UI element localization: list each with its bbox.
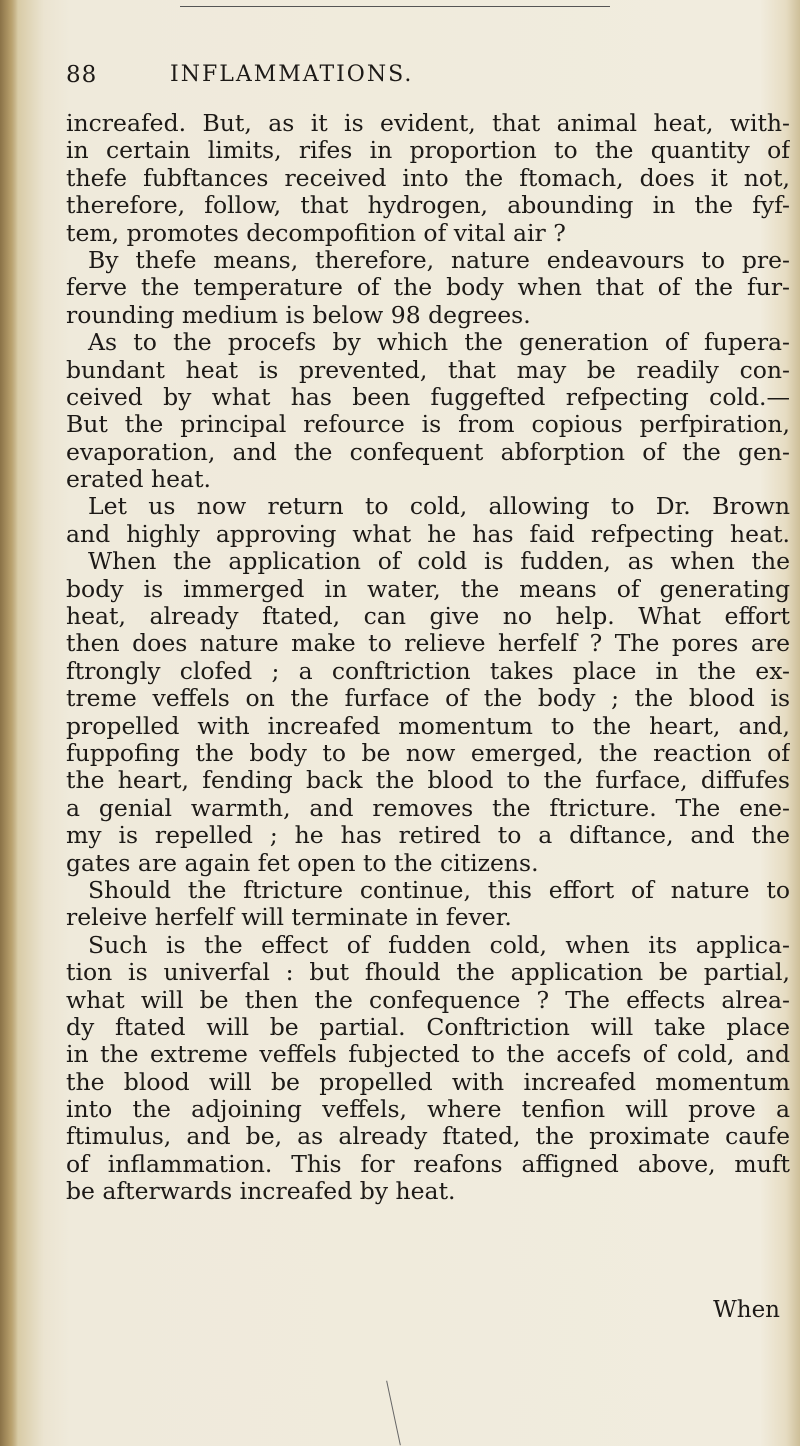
text-line: and highly approving what he has faid refpecting heat. [66, 520, 790, 548]
text-line: dy ftated will be partial. Conftriction will take place [66, 1013, 790, 1041]
text-line: thefe fubftances received into the ftomach, does it not, [66, 164, 790, 192]
text-line: tem, promotes decompofition of vital air ? [66, 219, 566, 247]
text-line: therefore, follow, that hydrogen, abounding in the fyf- [66, 192, 790, 220]
text-line: propelled with increafed momentum to the heart, and, [66, 712, 790, 740]
running-head: INFLAMMATIONS. [170, 62, 414, 87]
top-rule [180, 6, 610, 7]
page-number: 88 [66, 62, 98, 88]
text-line: evaporation, and the confequent abforption of the gen- [66, 438, 790, 466]
text-line: what will be then the confequence ? The effects alrea- [66, 986, 790, 1014]
catchword: When [713, 1297, 780, 1323]
text-line: the heart, fending back the blood to the furface, diffufes [66, 767, 790, 795]
text-line: increafed. But, as it is evident, that animal heat, with- [66, 110, 790, 137]
text-line: Let us now return to cold, allowing to Dr. Brown [88, 493, 790, 521]
text-line: releive herfelf will terminate in fever. [66, 904, 512, 932]
text-line: the blood will be propelled with increafed momentum [66, 1068, 790, 1096]
text-line: Should the ftricture continue, this effort of nature to [88, 876, 790, 904]
text-line: of inflammation. This for reafons affigned above, muft [66, 1150, 790, 1178]
text-line: erated heat. [66, 466, 211, 494]
text-line: bundant heat is prevented, that may be readily con- [66, 356, 790, 384]
text-line: be afterwards increafed by heat. [66, 1178, 456, 1206]
text-line: By thefe means, therefore, nature endeavours to pre- [88, 246, 790, 274]
text-line: rounding medium is below 98 degrees. [66, 301, 531, 329]
text-line: gates are again fet open to the citizens. [66, 849, 539, 877]
text-line: into the adjoining veffels, where tenfion will prove a [66, 1096, 790, 1124]
text-line: Such is the effect of fudden cold, when its applica- [88, 931, 790, 959]
text-line: in certain limits, rifes in proportion to the quantity of [66, 137, 790, 165]
text-line: ftrongly clofed ; a conftriction takes place in the ex- [66, 657, 790, 685]
text-line: my is repelled ; he has retired to a diftance, and the [66, 822, 790, 850]
body-text [66, 110, 790, 1206]
text-line: treme veffels on the furface of the body ; the blood is [66, 685, 790, 713]
text-line: As to the procefs by which the generation of fupera- [88, 329, 790, 357]
text-line: a genial warmth, and removes the ftricture. The ene- [66, 794, 790, 822]
page-gutter [0, 0, 18, 1446]
text-line: When the application of cold is fudden, as when the [88, 548, 790, 576]
text-line: in the extreme veffels fubjected to the accefs of cold, and [66, 1041, 790, 1069]
text-line: tion is univerfal : but fhould the application be partial, [66, 959, 790, 987]
text-line: ftimulus, and be, as already ftated, the proximate caufe [66, 1123, 790, 1151]
ink-mark [386, 1381, 401, 1446]
text-line: then does nature make to relieve herfelf ? The pores are [66, 630, 790, 658]
text-line: fuppofing the body to be now emerged, the reaction of [66, 739, 790, 767]
page-header [66, 62, 726, 92]
text-line: heat, already ftated, can give no help. What effort [66, 603, 790, 631]
text-line: But the principal refource is from copious perfpiration, [66, 411, 790, 439]
text-line: ferve the temperature of the body when that of the fur- [66, 274, 790, 302]
text-line: ceived by what has been fuggefted refpecting cold.— [66, 383, 790, 411]
text-line: body is immerged in water, the means of generating [66, 575, 790, 603]
